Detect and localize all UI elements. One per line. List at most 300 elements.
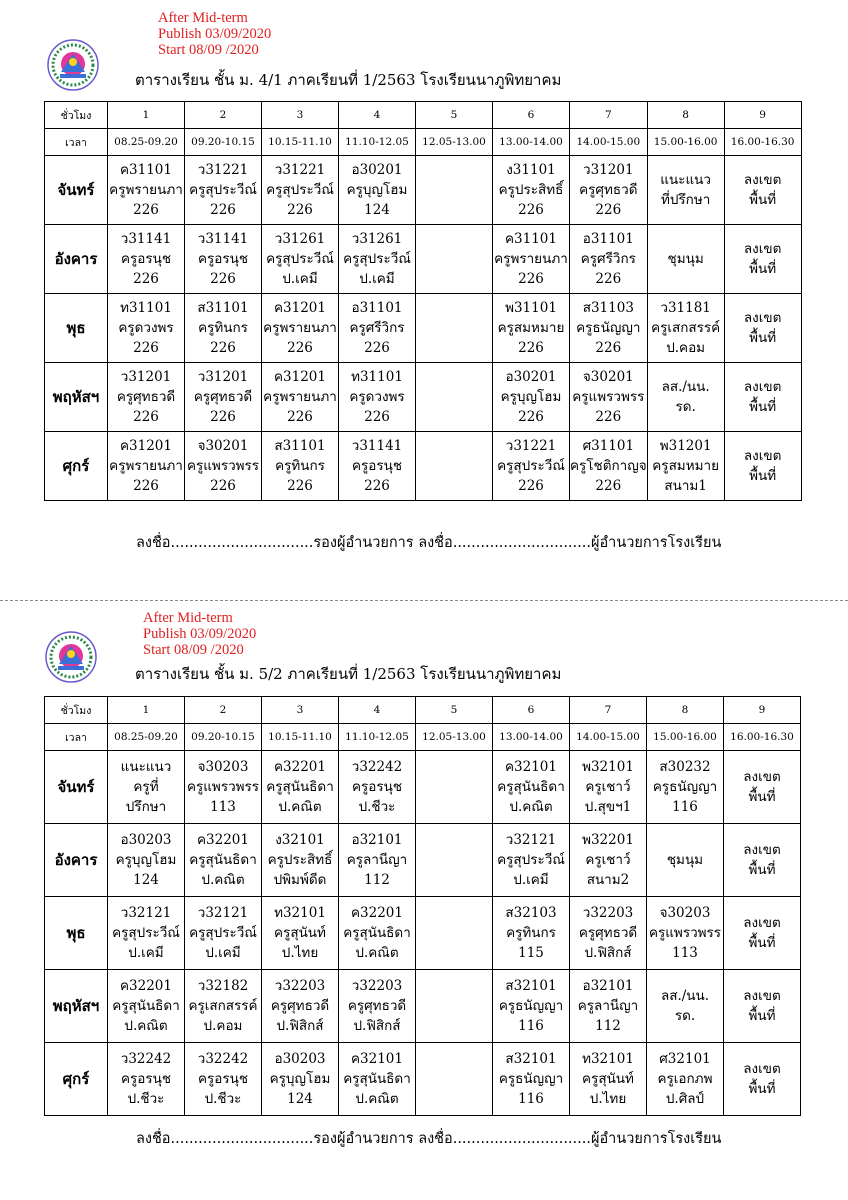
class-cell-line: ค31201 — [120, 438, 172, 454]
class-cell — [570, 1043, 647, 1116]
class-cell-line: ว31141 — [351, 438, 403, 454]
class-cell-line: ท31101 — [351, 369, 403, 385]
signature-line: ลงชื่อ...............................รองผู้อำนวยการ ลงชื่อ..............................ผู้อำนวยการโรงเรียน — [136, 535, 722, 551]
time-slot: 15.00-16.00 — [647, 129, 724, 156]
period-number: 7 — [570, 102, 648, 129]
class-cell-line: ลส./นน. — [661, 379, 710, 395]
class-cell-line: 226 — [210, 271, 236, 287]
class-cell — [185, 897, 262, 970]
class-cell — [570, 156, 648, 225]
class-cell-line: พื้นที่ — [749, 468, 777, 484]
class-cell — [493, 156, 570, 225]
class-cell — [185, 824, 262, 897]
class-cell — [262, 1043, 339, 1116]
day-label: พฤหัสฯ — [45, 363, 108, 432]
class-cell-line: พื้นที่ — [748, 862, 776, 878]
class-cell-line: รด. — [675, 399, 696, 415]
class-cell — [724, 156, 801, 225]
class-cell — [493, 897, 570, 970]
class-cell-line: ป.ชีวะ — [358, 799, 396, 815]
class-cell-line: สนาม1 — [664, 478, 707, 494]
class-cell-line: 226 — [364, 478, 390, 494]
class-cell-line: ครูศุทธวดี — [193, 389, 253, 405]
class-cell-line: 113 — [672, 945, 698, 961]
class-cell — [416, 824, 493, 897]
class-cell — [339, 751, 416, 824]
class-cell-line: ครูสุประวีณ์ — [497, 852, 565, 868]
class-cell-line: 226 — [518, 202, 544, 218]
class-cell-line: 226 — [595, 271, 622, 287]
class-cell-line: 226 — [287, 340, 313, 356]
class-cell-line: ครูสุนันธิดา — [189, 852, 257, 868]
class-cell-line: ว31181 — [660, 300, 711, 316]
timetable — [44, 696, 801, 1116]
class-cell-line: ครูธนัญญา — [498, 998, 564, 1014]
class-cell-line: 124 — [287, 1091, 313, 1107]
class-cell-line: ว32121 — [505, 832, 557, 848]
day-row — [45, 1043, 801, 1116]
class-cell — [493, 432, 570, 501]
class-cell-line: 115 — [518, 945, 544, 961]
class-cell — [570, 363, 648, 432]
class-cell — [570, 897, 647, 970]
class-cell — [647, 751, 724, 824]
class-cell-line: ค32201 — [274, 759, 326, 775]
class-cell-line: 116 — [518, 1018, 544, 1034]
time-label: เวลา — [45, 724, 108, 751]
class-cell — [493, 294, 570, 363]
class-cell — [570, 751, 647, 824]
school-logo-icon — [46, 38, 100, 92]
class-cell — [185, 970, 262, 1043]
schedule-title: ตารางเรียน ชั้น ม. 5/2 ภาคเรียนที่ 1/2563 โรงเรียนนาภูพิทยาคม — [135, 665, 562, 683]
class-cell-line: ครูสุประวีณ์ — [189, 925, 257, 941]
class-cell-line: สนาม2 — [586, 872, 630, 888]
period-number: 5 — [416, 102, 493, 129]
period-number: 6 — [493, 697, 570, 724]
page-divider — [0, 600, 848, 601]
time-slot: 08.25-09.20 — [108, 129, 185, 156]
class-cell — [416, 363, 493, 432]
class-cell-line: ลงเขต — [743, 310, 782, 326]
day-label: จันทร์ — [45, 156, 108, 225]
time-slot: 13.00-14.00 — [493, 129, 570, 156]
class-cell — [262, 225, 339, 294]
time-slot: 16.00-16.30 — [724, 724, 801, 751]
period-label: ชั่วโมง — [45, 102, 108, 129]
class-cell — [262, 824, 339, 897]
class-cell — [724, 824, 801, 897]
class-cell — [185, 363, 262, 432]
class-cell-line: ครูศุทธวดี — [578, 925, 638, 941]
class-cell-line: พื้นที่ — [749, 399, 777, 415]
class-cell-line: ครูสุประวีณ์ — [343, 251, 411, 267]
class-cell-line: ว32121 — [197, 905, 249, 921]
class-cell-line: 226 — [133, 409, 159, 425]
class-cell-line: ป.ฟิสิกส์ — [353, 1018, 401, 1034]
class-cell-line: ป.ไทย — [589, 1091, 627, 1107]
day-label: จันทร์ — [45, 751, 108, 824]
class-cell-line: ลงเขต — [743, 988, 781, 1004]
class-cell-line: ป.ไทย — [281, 945, 319, 961]
class-cell — [724, 225, 801, 294]
period-number: 5 — [416, 697, 493, 724]
class-cell — [262, 294, 339, 363]
class-cell-line: ครูแพรวพรร — [186, 779, 260, 795]
class-cell-line: ครูแพรวพรร — [572, 389, 645, 405]
time-slot: 08.25-09.20 — [108, 724, 185, 751]
class-cell — [416, 897, 493, 970]
class-cell-line: ครูสุนันท์ — [582, 1071, 634, 1087]
class-cell-line: ลงเขต — [743, 241, 782, 257]
class-cell — [185, 156, 262, 225]
class-cell-line: ครูสุนันธิดา — [343, 925, 411, 941]
class-cell — [493, 1043, 570, 1116]
class-cell-line: อ32101 — [582, 978, 634, 994]
class-cell — [647, 970, 724, 1043]
class-cell-line: ป.ชีวะ — [204, 1091, 242, 1107]
period-number: 9 — [724, 697, 801, 724]
class-cell-line: ป.ศิลป์ — [665, 1091, 705, 1107]
class-cell — [724, 294, 801, 363]
class-cell-line: ศ32101 — [659, 1051, 711, 1067]
class-cell-line: พื้นที่ — [748, 1008, 776, 1024]
time-slot: 12.05-13.00 — [416, 724, 493, 751]
class-cell-line: พื้นที่ — [748, 935, 776, 951]
class-cell — [185, 225, 262, 294]
class-cell-line: ป.คณิต — [355, 945, 399, 961]
class-cell-line: ค32101 — [351, 1051, 403, 1067]
class-cell-line: ครูเชาว์ — [585, 852, 631, 868]
class-cell-line: ส32103 — [505, 905, 557, 921]
time-slot: 10.15-11.10 — [262, 129, 339, 156]
class-cell — [570, 824, 647, 897]
class-cell-line: 112 — [364, 872, 390, 888]
class-cell-line: พ32201 — [582, 832, 634, 848]
class-cell-line: ว32182 — [197, 978, 249, 994]
class-cell-line: ป.เคมี — [282, 271, 318, 287]
class-cell — [108, 432, 185, 501]
class-cell-line: พื้นที่ — [748, 1081, 776, 1097]
class-cell-line: 226 — [595, 202, 622, 218]
period-number: 1 — [108, 697, 185, 724]
class-cell — [339, 294, 416, 363]
class-cell-line: อ32101 — [351, 832, 403, 848]
class-cell — [570, 294, 648, 363]
class-cell-line: ว31221 — [197, 162, 249, 178]
note-line: Start 08/09 /2020 — [143, 642, 244, 658]
class-cell — [416, 225, 493, 294]
class-cell — [339, 897, 416, 970]
class-cell-line: ส32101 — [505, 978, 557, 994]
class-cell — [339, 225, 416, 294]
period-number: 4 — [339, 102, 416, 129]
class-cell — [185, 1043, 262, 1116]
class-cell-line: จ30203 — [197, 759, 249, 775]
period-number: 2 — [185, 102, 262, 129]
class-cell-line: ครูศุทธวดี — [347, 998, 407, 1014]
class-cell-line: 124 — [133, 872, 159, 888]
class-cell — [339, 363, 416, 432]
class-cell — [493, 970, 570, 1043]
day-label: พฤหัสฯ — [45, 970, 108, 1043]
day-row — [45, 432, 802, 501]
class-cell-line: ครูอรนุช — [351, 779, 403, 795]
class-cell-line: ท31101 — [120, 300, 172, 316]
class-cell — [416, 432, 493, 501]
day-label: อังคาร — [45, 225, 108, 294]
period-header-row — [45, 697, 801, 724]
class-cell — [108, 225, 185, 294]
class-cell-line: ครูศุทธวดี — [116, 389, 176, 405]
class-cell-line: ลงเขต — [743, 172, 782, 188]
class-cell — [724, 970, 801, 1043]
class-cell-line: ง31101 — [506, 162, 556, 178]
class-cell-line: ส31101 — [274, 438, 326, 454]
class-cell — [647, 156, 724, 225]
period-label: ชั่วโมง — [45, 697, 108, 724]
time-slot: 11.10-12.05 — [339, 129, 416, 156]
time-slot: 12.05-13.00 — [416, 129, 493, 156]
class-cell-line: ท32101 — [274, 905, 326, 921]
class-cell-line: ว31221 — [274, 162, 326, 178]
time-slot: 09.20-10.15 — [185, 129, 262, 156]
day-row — [45, 363, 802, 432]
class-cell — [108, 970, 185, 1043]
class-cell-line: ป.คอม — [666, 340, 706, 356]
class-cell-line: ว32203 — [274, 978, 326, 994]
class-cell-line: ครูอรนุช — [197, 1071, 249, 1087]
class-cell-line: ชุมนุม — [667, 251, 704, 267]
class-cell — [416, 1043, 493, 1116]
class-cell — [108, 294, 185, 363]
class-cell-line: ครูพรายนภา — [109, 458, 183, 474]
class-cell — [108, 897, 185, 970]
time-row — [45, 724, 801, 751]
class-cell-line: ครูอรนุช — [120, 1071, 172, 1087]
class-cell — [724, 363, 801, 432]
period-number: 9 — [724, 102, 801, 129]
class-cell — [493, 225, 570, 294]
class-cell-line: ครูดวงพร — [349, 389, 405, 405]
class-cell-line: ป.คณิต — [201, 872, 245, 888]
class-cell-line: ครูอรนุช — [120, 251, 172, 267]
class-cell — [339, 432, 416, 501]
class-cell-line: 226 — [133, 271, 159, 287]
class-cell-line: ครูลานีญา — [577, 998, 639, 1014]
class-cell-line: ค32201 — [120, 978, 172, 994]
class-cell-line: ครูสุประวีณ์ — [112, 925, 180, 941]
class-cell-line: 226 — [518, 409, 544, 425]
class-cell-line: 226 — [518, 478, 544, 494]
class-cell — [647, 294, 724, 363]
school-logo-icon — [44, 630, 98, 684]
class-cell-line: ว31141 — [197, 231, 249, 247]
period-number: 8 — [647, 697, 724, 724]
class-cell-line: อ30203 — [120, 832, 172, 848]
class-cell — [647, 363, 724, 432]
class-cell-line: ครูสุนันธิดา — [266, 779, 334, 795]
day-label: พุธ — [45, 294, 108, 363]
note-line: After Mid-term — [143, 610, 233, 626]
time-slot: 16.00-16.30 — [724, 129, 801, 156]
class-cell — [416, 156, 493, 225]
class-cell-line: ป.คณิต — [278, 799, 322, 815]
class-cell-line: ครูทินกร — [198, 320, 248, 336]
time-slot: 14.00-15.00 — [570, 129, 648, 156]
class-cell-line: ส31101 — [197, 300, 249, 316]
period-number: 7 — [570, 697, 647, 724]
time-slot: 10.15-11.10 — [262, 724, 339, 751]
class-cell-line: ป.เคมี — [359, 271, 395, 287]
class-cell-line: พ32101 — [582, 759, 634, 775]
signature-line: ลงชื่อ...............................รองผู้อำนวยการ ลงชื่อ..............................ผู้อำนวยการโรงเรียน — [136, 1131, 722, 1147]
class-cell — [339, 970, 416, 1043]
class-cell-line: 226 — [287, 478, 313, 494]
class-cell-line: ที่ปรึกษา — [660, 192, 711, 208]
class-cell-line: อ30201 — [351, 162, 403, 178]
class-cell-line: ศ31101 — [582, 438, 635, 454]
class-cell-line: ครูศุทธวดี — [579, 182, 638, 198]
class-cell-line: ครูพรายนภา — [109, 182, 183, 198]
day-label: ศุกร์ — [45, 432, 108, 501]
class-cell-line: 116 — [518, 1091, 544, 1107]
class-cell-line: ว32242 — [120, 1051, 172, 1067]
class-cell-line: 226 — [133, 340, 159, 356]
class-cell-line: ครูเอกภพ — [657, 1071, 713, 1087]
class-cell-line: ครูประสิทธิ์ — [267, 852, 333, 868]
day-row — [45, 156, 802, 225]
class-cell-line: ว32242 — [197, 1051, 249, 1067]
class-cell — [570, 432, 648, 501]
class-cell-line: ครูแพรวพรร — [186, 458, 260, 474]
class-cell-line: พ31101 — [505, 300, 557, 316]
class-cell — [570, 225, 648, 294]
class-cell-line: ส32101 — [505, 1051, 557, 1067]
class-cell-line: ว31201 — [583, 162, 634, 178]
class-cell-line: ค32201 — [197, 832, 249, 848]
class-cell-line: ป.เคมี — [205, 945, 241, 961]
class-cell — [647, 1043, 724, 1116]
class-cell-line: ครูสมหมาย — [497, 320, 565, 336]
class-cell-line: ว31261 — [351, 231, 403, 247]
class-cell-line: ป.สุขฯ1 — [584, 799, 632, 815]
class-cell-line: ครูดวงพร — [118, 320, 174, 336]
class-cell-line: 226 — [133, 202, 159, 218]
class-cell — [647, 897, 724, 970]
class-cell-line: จ30201 — [582, 369, 634, 385]
time-slot: 11.10-12.05 — [339, 724, 416, 751]
class-cell-line: ว32203 — [582, 905, 634, 921]
class-cell-line: ลงเขต — [743, 842, 781, 858]
class-cell-line: พ31201 — [659, 438, 712, 454]
class-cell-line: 116 — [672, 799, 698, 815]
class-cell-line: ว32242 — [351, 759, 403, 775]
class-cell-line: อ31101 — [351, 300, 403, 316]
class-cell-line: ครูทินกร — [275, 458, 325, 474]
class-cell-line: ป.คณิต — [509, 799, 553, 815]
class-cell-line: ว31201 — [197, 369, 249, 385]
class-cell-line: ง32101 — [275, 832, 325, 848]
class-cell-line: ว31261 — [274, 231, 326, 247]
class-cell-line: ครูสุนันธิดา — [497, 779, 565, 795]
class-cell — [416, 751, 493, 824]
day-row — [45, 897, 801, 970]
class-cell — [493, 824, 570, 897]
class-cell — [339, 156, 416, 225]
class-cell-line: ว32121 — [120, 905, 172, 921]
day-row — [45, 824, 801, 897]
class-cell — [339, 1043, 416, 1116]
class-cell-line: ครูสุนันธิดา — [112, 998, 180, 1014]
class-cell-line: ส30232 — [659, 759, 711, 775]
class-cell — [262, 156, 339, 225]
class-cell — [647, 824, 724, 897]
class-cell — [724, 1043, 801, 1116]
period-number: 2 — [185, 697, 262, 724]
class-cell-line: 226 — [210, 340, 236, 356]
class-cell-line: ป.คอม — [203, 1018, 243, 1034]
class-cell-line: ครูพรายนภา — [263, 389, 337, 405]
class-cell-line: พื้นที่ — [749, 330, 777, 346]
class-cell-line: ป.คณิต — [355, 1091, 399, 1107]
class-cell-line: 226 — [210, 478, 236, 494]
class-cell — [262, 751, 339, 824]
class-cell-line: ครูธนัญญา — [498, 1071, 564, 1087]
class-cell-line: ว31221 — [505, 438, 557, 454]
class-cell — [262, 970, 339, 1043]
class-cell-line: 226 — [518, 340, 544, 356]
class-cell-line: ครูพรายนภา — [494, 251, 568, 267]
period-number: 1 — [108, 102, 185, 129]
class-cell-line: ครูโชติกาญจ — [570, 458, 647, 474]
class-cell-line: ป.ชีวะ — [127, 1091, 165, 1107]
class-cell-line: ปพิมพ์ดีด — [273, 872, 327, 888]
class-cell-line: 226 — [364, 340, 390, 356]
class-cell — [647, 432, 724, 501]
class-cell-line: ครูลานีญา — [346, 852, 408, 868]
class-cell-line: ครูศรีวิกร — [580, 251, 636, 267]
class-cell-line: ค32101 — [505, 759, 557, 775]
class-cell-line: ปรึกษา — [125, 799, 167, 815]
class-cell-line: ครูบุญโฮม — [115, 852, 177, 868]
class-cell — [724, 897, 801, 970]
class-cell-line: ครูสุประวีณ์ — [189, 182, 257, 198]
class-cell-line: ครูพรายนภา — [263, 320, 337, 336]
class-cell-line: ครูเสกสรรค์ — [188, 998, 258, 1014]
class-cell-line: ครูธนัญญา — [652, 779, 718, 795]
day-label: ศุกร์ — [45, 1043, 108, 1116]
class-cell-line: ครูอรนุช — [197, 251, 249, 267]
class-cell-line: 226 — [133, 478, 159, 494]
note-line: Start 08/09 /2020 — [158, 42, 259, 58]
time-slot: 15.00-16.00 — [647, 724, 724, 751]
class-cell-line: ค31101 — [120, 162, 172, 178]
class-cell — [647, 225, 724, 294]
day-row — [45, 970, 801, 1043]
class-cell — [185, 432, 262, 501]
class-cell-line: รด. — [674, 1008, 696, 1024]
class-cell-line: 226 — [287, 202, 313, 218]
class-cell-line: ครูอรนุช — [351, 458, 403, 474]
time-slot: 09.20-10.15 — [185, 724, 262, 751]
class-cell-line: ลงเขต — [743, 379, 782, 395]
class-cell-line: ครูสุประวีณ์ — [266, 182, 334, 198]
class-cell-line: ครูทินกร — [506, 925, 556, 941]
class-cell-line: ค31101 — [505, 231, 557, 247]
class-cell-line: ค31201 — [274, 369, 326, 385]
class-cell-line: ส31103 — [582, 300, 634, 316]
